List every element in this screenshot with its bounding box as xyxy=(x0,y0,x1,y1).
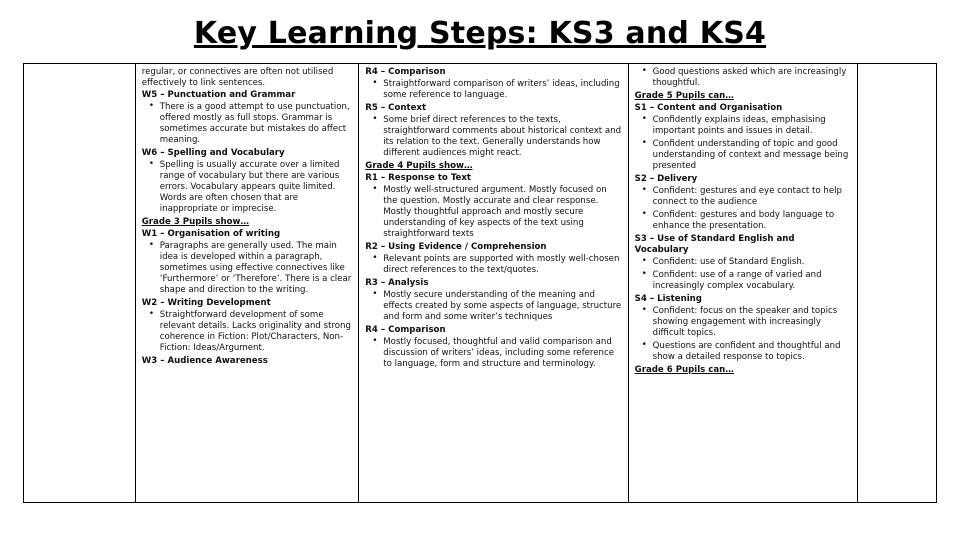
heading-w5: W5 – Punctuation and Grammar xyxy=(141,90,296,100)
heading-w2: W2 – Writing Development xyxy=(141,298,271,308)
heading-w3: W3 – Audience Awareness xyxy=(141,356,268,366)
list-item: • Straightforward development of some relevant details. Lacks originality and strong coherence in Fiction: Plot/Characters, Non-Fiction: Ideas/Argument. xyxy=(160,310,353,354)
column-content-reading-criteria xyxy=(359,64,627,370)
bullet-list-r4-bottom xyxy=(365,337,621,370)
heading-r4-bottom: R4 – Comparison xyxy=(365,325,446,335)
heading-r3: R3 – Analysis xyxy=(365,278,429,288)
heading-s1: S1 – Content and Organisation xyxy=(634,103,783,113)
list-item: • Confident: gestures and body language to enhance the presentation. xyxy=(653,210,852,232)
bullet-list-s3 xyxy=(635,257,852,292)
list-item: • Straightforward comparison of writers’ ideas, including some reference to language. xyxy=(383,79,621,101)
list-item: • Confidently explains ideas, emphasising important points and issues in detail. xyxy=(653,115,852,137)
list-item: • Confident: focus on the speaker and topics showing engagement with increasingly difficult topics. xyxy=(653,306,852,339)
bullet-list-r1 xyxy=(365,185,621,240)
heading-grade3: Grade 3 Pupils show… xyxy=(141,217,250,227)
list-item: • Relevant points are supported with mostly well-chosen direct references to the text/quotes. xyxy=(383,254,621,276)
bullet-list-r5 xyxy=(365,115,621,159)
bullet-list-w1 xyxy=(142,241,353,296)
bullet-list-r3 xyxy=(365,290,621,323)
list-item: • Questions are confident and thoughtful and show a detailed response to topics. xyxy=(653,341,852,363)
heading-r1: R1 – Response to Text xyxy=(365,173,472,183)
bullet-list-r4-top xyxy=(365,79,621,101)
heading-s4: S4 – Listening xyxy=(634,294,702,304)
column-content-left-blank xyxy=(24,64,135,67)
assessment-criteria-table xyxy=(23,63,937,503)
heading-grade6: Grade 6 Pupils can… xyxy=(634,365,734,375)
table-row xyxy=(24,64,936,502)
list-item: • Mostly well-structured argument. Mostly focused on the question. Mostly accurate and clear response. Mostly thoughtful approach and mostly secure understanding of key aspects of the text using straightforward texts xyxy=(383,185,621,240)
table-column-speaking-criteria xyxy=(629,64,859,502)
bullet-list-r2 xyxy=(365,254,621,276)
column-content-speaking-criteria xyxy=(629,64,858,376)
list-item: • There is a good attempt to use punctuation, offered mostly as full stops. Grammar is sometimes accurate but mistakes do affect meaning. xyxy=(160,102,353,146)
list-item: • Confident understanding of topic and good understanding of context and message being presented xyxy=(653,139,852,172)
bullet-list-w2 xyxy=(142,310,353,354)
list-item: • Confident: gestures and eye contact to help connect to the audience xyxy=(653,186,852,208)
bullet-list-s4 xyxy=(635,306,852,363)
list-item: • Confident: use of a range of varied and increasingly complex vocabulary. xyxy=(653,270,852,292)
list-item: • Mostly secure understanding of the meaning and effects created by some aspects of language, structure and form and some writer’s techniques xyxy=(383,290,621,323)
heading-r5: R5 – Context xyxy=(365,103,427,113)
heading-w6: W6 – Spelling and Vocabulary xyxy=(141,148,285,158)
list-item: • Paragraphs are generally used. The main idea is developed within a paragraph, sometimes using effective connectives like ‘Furthermore’ or ‘Therefore’. There is a clear shape and direction to the writing. xyxy=(160,241,353,296)
heading-r4-top: R4 – Comparison xyxy=(365,67,446,77)
heading-grade5: Grade 5 Pupils can… xyxy=(634,91,734,101)
list-item: • Some brief direct references to the texts, straightforward comments about historical context and its relation to the text. Generally understands how different audiences might react. xyxy=(383,115,621,159)
list-item: • Spelling is usually accurate over a limited range of vocabulary but there are various errors. Vocabulary appears quite limited. Words are often chosen that are inappropriate or imprecise. xyxy=(160,160,353,215)
paragraph: regular, or connectives are often not utilised effectively to link sentences. xyxy=(141,67,334,88)
column-content-right-blank xyxy=(858,64,936,67)
bullet-list-s2 xyxy=(635,186,852,232)
page-title: Key Learning Steps: KS3 and KS4 xyxy=(193,16,767,51)
heading-grade4: Grade 4 Pupils show… xyxy=(365,161,473,171)
bullet-list-s1 xyxy=(635,115,852,172)
heading-s2: S2 – Delivery xyxy=(634,174,698,184)
bullet-list-w6 xyxy=(142,160,353,215)
heading-r2: R2 – Using Evidence / Comprehension xyxy=(365,242,547,252)
heading-w1: W1 – Organisation of writing xyxy=(141,229,281,239)
table-column-left-blank xyxy=(24,64,136,502)
list-item: • Mostly focused, thoughtful and valid comparison and discussion of writers’ ideas, including some reference to language, form and structure and terminology. xyxy=(383,337,621,370)
bullet-list-questions xyxy=(635,67,852,89)
list-item: • Confident: use of Standard English. xyxy=(653,257,852,268)
table-column-writing-criteria xyxy=(136,64,360,502)
table-column-right-blank xyxy=(858,64,936,502)
heading-s3: S3 – Use of Standard English and Vocabulary xyxy=(634,234,795,255)
bullet-list-w5 xyxy=(142,102,353,146)
column-content-writing-criteria xyxy=(136,64,359,367)
table-column-reading-criteria xyxy=(359,64,628,502)
list-item: • Good questions asked which are increasingly thoughtful. xyxy=(653,67,852,89)
